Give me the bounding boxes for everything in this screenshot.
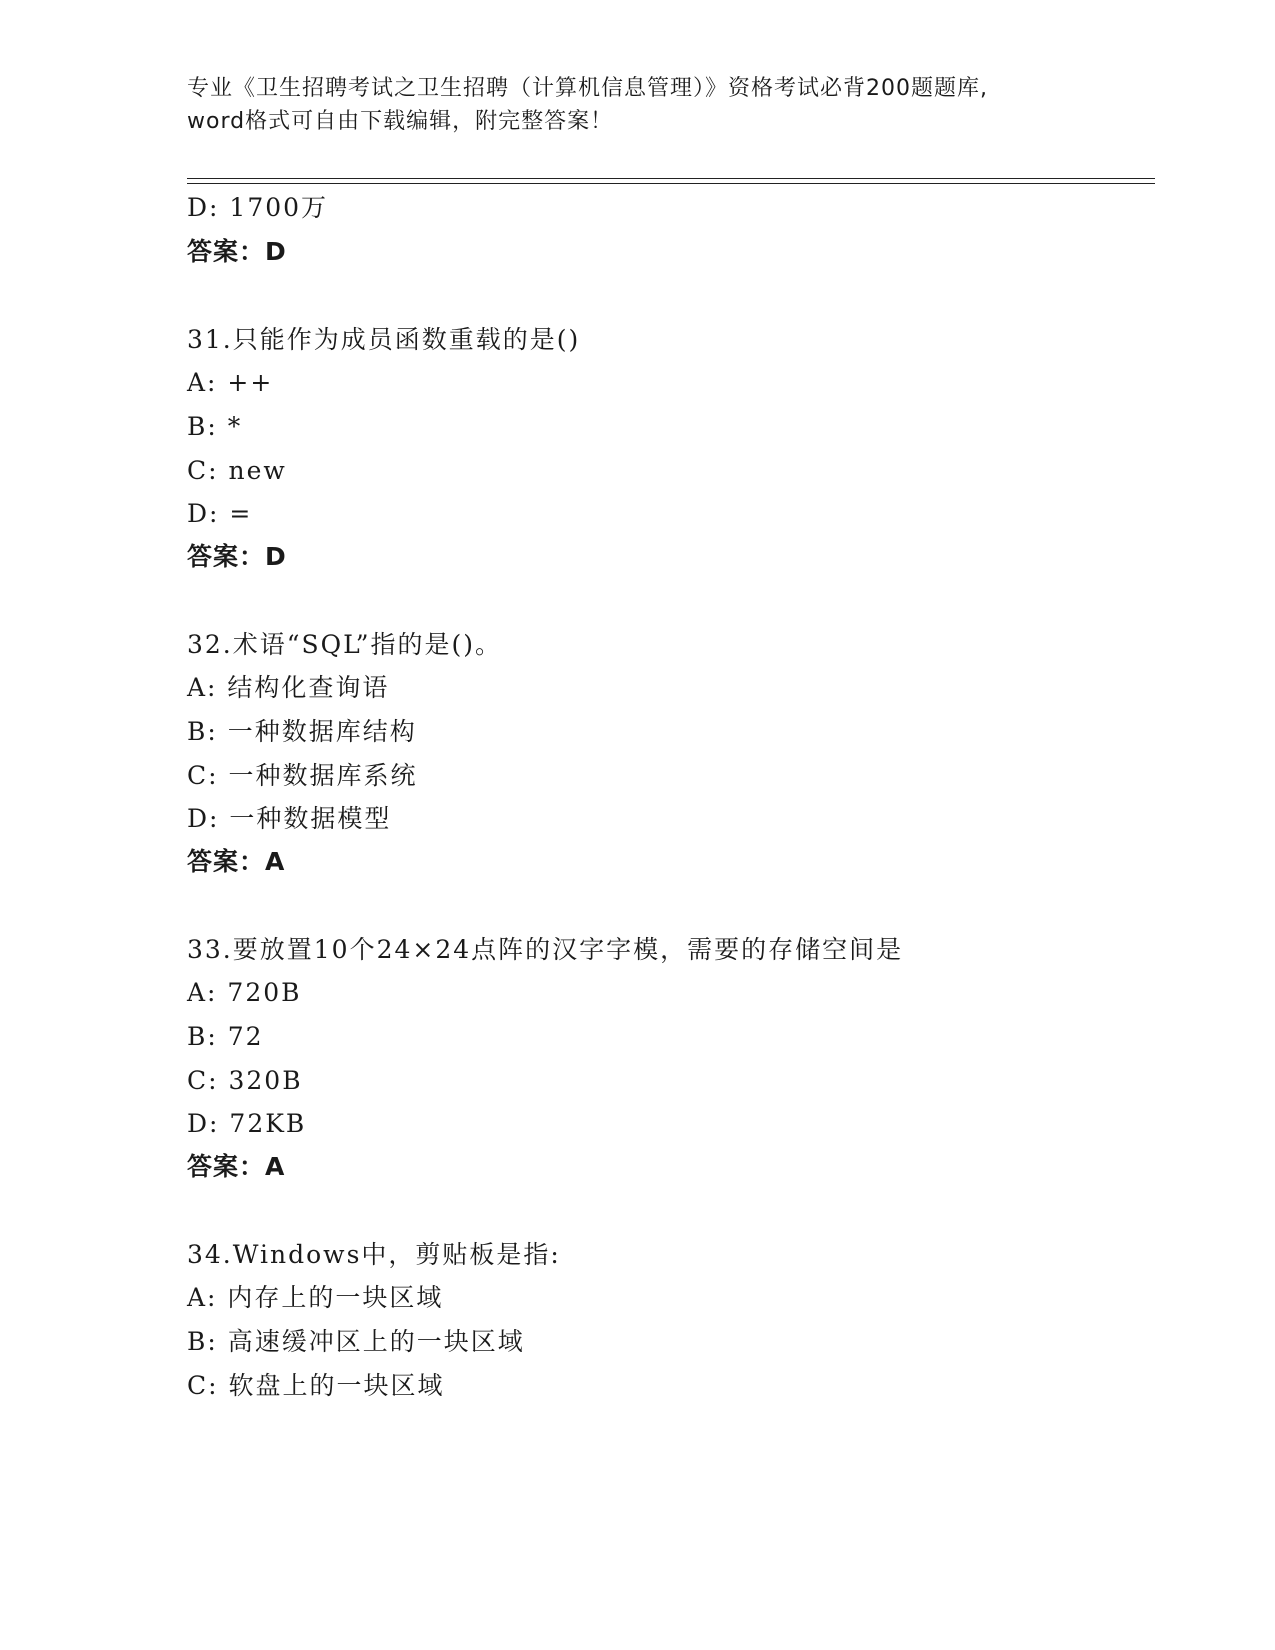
document-header [187,72,1087,138]
header-divider-top [187,178,1155,179]
q33-answer: 答案：A [187,1152,286,1181]
header-line-1: 专业《卫生招聘考试之卫生招聘（计算机信息管理）》资格考试必背200题题库, [187,76,988,101]
q33-option-a: A: 720B [187,978,302,1007]
q33-option-d: D: 72KB [187,1109,307,1138]
q32-option-c: C: 一种数据库系统 [187,761,418,790]
q33-option-b: B: 72 [187,1022,264,1051]
header-divider-bottom [187,183,1155,184]
q33-option-c: C: 320B [187,1066,303,1095]
q32-answer: 答案：A [187,847,286,876]
prev-answer: 答案：D [187,237,287,266]
q32-option-b: B: 一种数据库结构 [187,717,417,746]
q34-question: 34.Windows中，剪贴板是指: [187,1240,561,1269]
q31-option-b: B: * [187,412,243,441]
q34-option-a: A: 内存上的一块区域 [187,1283,444,1312]
q31-option-a: A: ++ [187,368,274,397]
q31-question: 31.只能作为成员函数重载的是() [187,325,581,354]
q31-option-c: C: new [187,456,287,485]
q31-answer: 答案：D [187,542,287,571]
q34-option-c: C: 软盘上的一块区域 [187,1371,445,1400]
q34-option-b: B: 高速缓冲区上的一块区域 [187,1327,525,1356]
q31-option-d: D: = [187,499,253,528]
prev-option-d: D: 1700万 [187,193,329,222]
q32-question: 32.术语“SQL”指的是()。 [187,630,503,659]
q33-question: 33.要放置10个24×24点阵的汉字字模，需要的存储空间是 [187,935,904,964]
header-line-2: word格式可自由下载编辑，附完整答案！ [187,109,614,134]
q32-option-a: A: 结构化查询语 [187,673,390,702]
q32-option-d: D: 一种数据模型 [187,804,392,833]
